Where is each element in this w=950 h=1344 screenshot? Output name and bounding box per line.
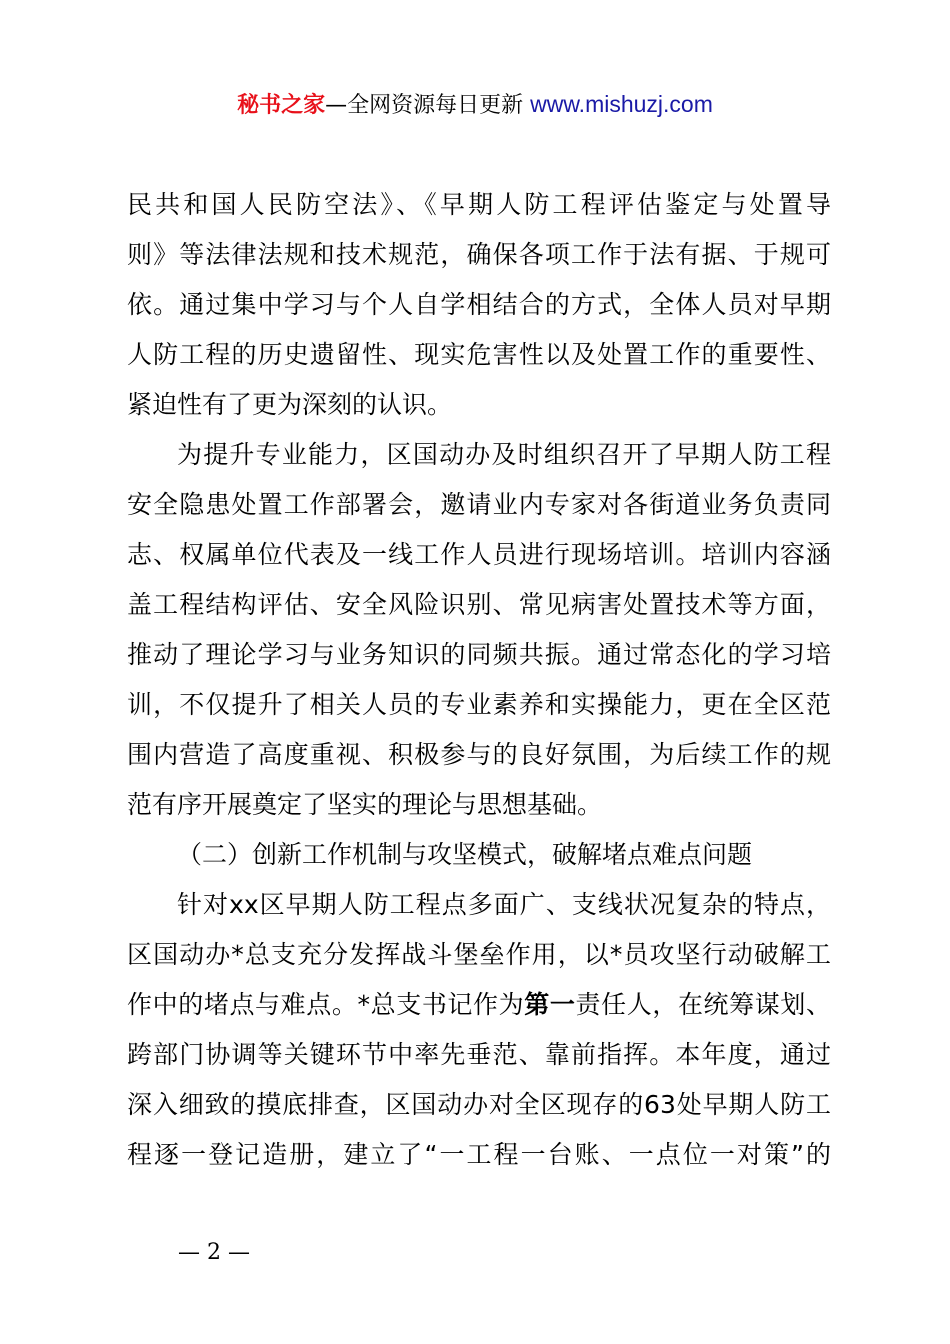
text-line: 围内营造了高度重视、积极参与的良好氛围，为后续工作的规 (127, 740, 831, 769)
brand-name: 秘书之家 (237, 93, 326, 118)
text-line: 志、权属单位代表及一线工作人员进行现场培训。培训内容涵 (127, 540, 831, 569)
text-line: 则》等法律法规和技术规范，确保各项工作于法有据、于规可 (127, 240, 831, 269)
text-line: 跨部门协调等关键环节中率先垂范、靠前指挥。本年度，通过 (127, 1040, 831, 1069)
text-line: 程逐一登记造册，建立了“一工程一台账、一点位一对策”的 (127, 1140, 831, 1169)
text-line: 针对xx区早期人防工程点多面广、支线状况复杂的特点， (177, 890, 831, 919)
text-line: 紧迫性有了更为深刻的认识。 (127, 390, 453, 419)
text-line: 范有序开展奠定了坚实的理论与思想基础。 (127, 790, 603, 819)
document-header (0, 88, 950, 122)
text-line: 安全隐患处置工作部署会，邀请业内专家对各街道业务负责同 (127, 490, 831, 519)
section-heading: （二）创新工作机制与攻坚模式，破解堵点难点问题 (177, 840, 753, 869)
text-line: 盖工程结构评估、安全风险识别、常见病害处置技术等方面， (127, 590, 831, 619)
text-line: 依。通过集中学习与个人自学相结合的方式，全体人员对早期 (127, 290, 831, 319)
text-line: 深入细致的摸底排查，区国动办对全区现存的63处早期人防工 (127, 1090, 831, 1119)
text-line: 为提升专业能力，区国动办及时组织召开了早期人防工程 (177, 440, 831, 469)
header-tagline: —全网资源每日更新 (325, 93, 524, 118)
bold-text-segment: 第一 (524, 990, 576, 1019)
text-line: 推动了理论学习与业务知识的同频共振。通过常态化的学习培 (127, 640, 831, 669)
document-body (127, 180, 831, 1180)
text-segment: 作中的堵点与难点。*总支书记作为 (127, 990, 525, 1019)
text-line: 民共和国人民防空法》、《早期人防工程评估鉴定与处置导 (127, 190, 831, 219)
text-line: 训，不仅提升了相关人员的专业素养和实操能力，更在全区范 (127, 690, 831, 719)
header-url[interactable]: www.mishuzj.com (530, 91, 713, 117)
page-number: — 2 — (178, 1240, 250, 1265)
text-line-with-bold (127, 980, 831, 1030)
text-line: 区国动办*总支充分发挥战斗堡垒作用，以*员攻坚行动破解工 (127, 940, 831, 969)
text-line: 人防工程的历史遗留性、现实危害性以及处置工作的重要性、 (127, 340, 831, 369)
text-segment: 责任人，在统筹谋划、 (575, 990, 831, 1019)
